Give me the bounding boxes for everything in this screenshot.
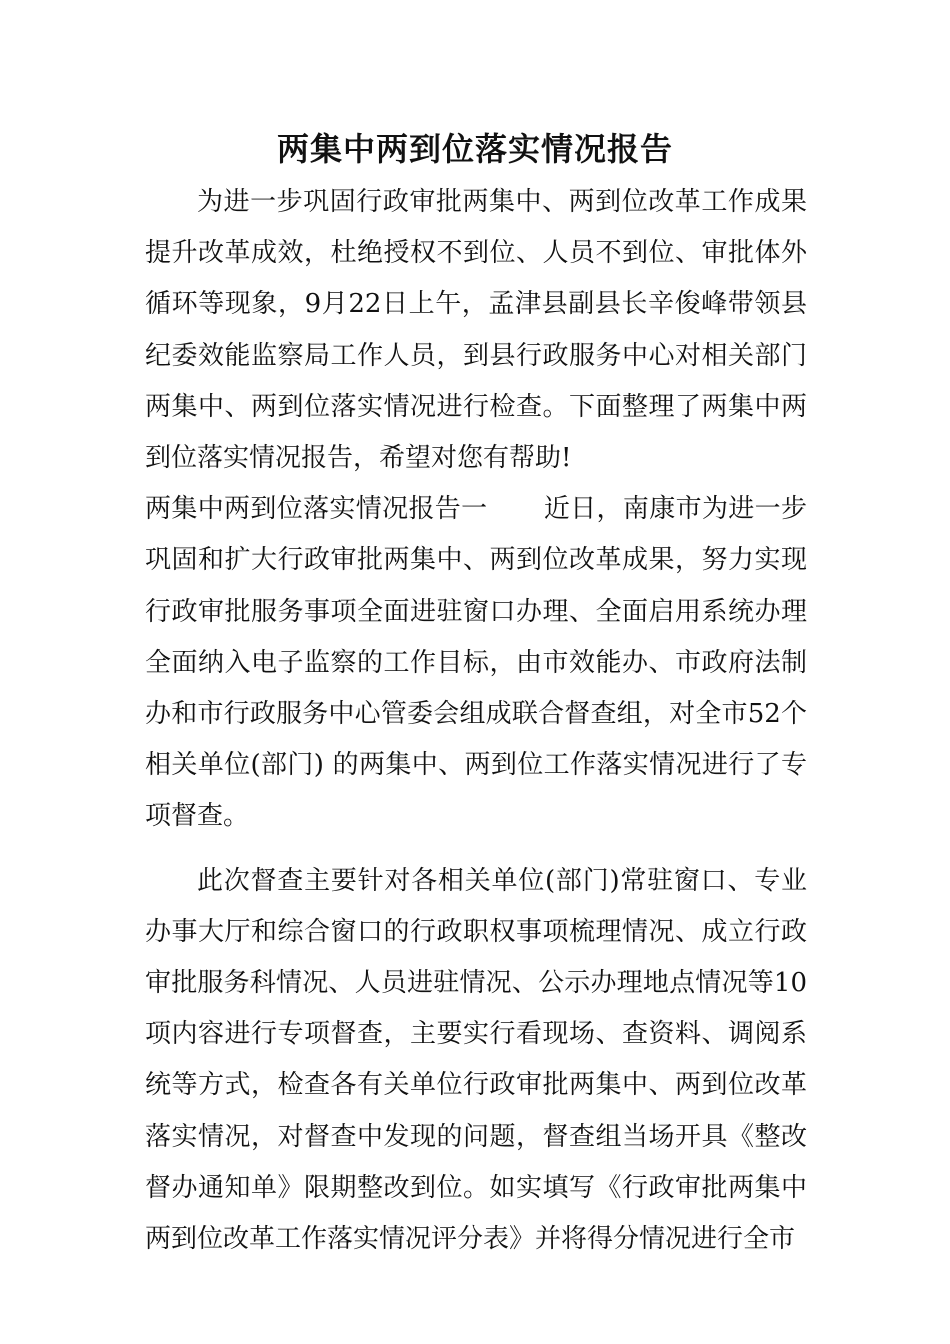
section-heading: 两集中两到位落实情况报告一 [145, 494, 488, 525]
section-one-text: 近日，南康市为进一步巩固和扩大行政审批两集中、两到位改革成果，努力实现行政审批服务事项全面进驻窗口办理、全面启用系统办理全面纳入电子监察的工作目标，由市效能办、市政府法制办和市行政服务中心管委会组成联合督查组，对全市52个相关单位(部门) 的两集中、两到位工作落实情况进行了专项督查。 [145, 494, 807, 832]
intro-paragraph: 为进一步巩固行政审批两集中、两到位改革工作成果提升改革成效，杜绝授权不到位、人员不到位、审批体外循环等现象，9月22日上午，孟津县副县长辛俊峰带领县纪委效能监察局工作人员，到县行政服务中心对相关部门两集中、两到位落实情况进行检查。下面整理了两集中两到位落实情况报告，希望对您有帮助! [145, 187, 807, 474]
section-one-paragraph [145, 484, 807, 842]
document-body [145, 177, 807, 1265]
document-title: 两集中两到位落实情况报告 [276, 130, 673, 168]
inspection-paragraph: 此次督查主要针对各相关单位(部门)常驻窗口、专业办事大厅和综合窗口的行政职权事项梳理情况、成立行政审批服务科情况、人员进驻情况、公示办理地点情况等10项内容进行专项督查，主要实行看现场、查资料、调阅系统等方式，检查各有关单位行政审批两集中、两到位改革落实情况，对督查中发现的问题，督查组当场开具《整改督办通知单》限期整改到位。如实填写《行政审批两集中两到位改革工作落实情况评分表》并将得分情况进行全市 [145, 865, 807, 1255]
